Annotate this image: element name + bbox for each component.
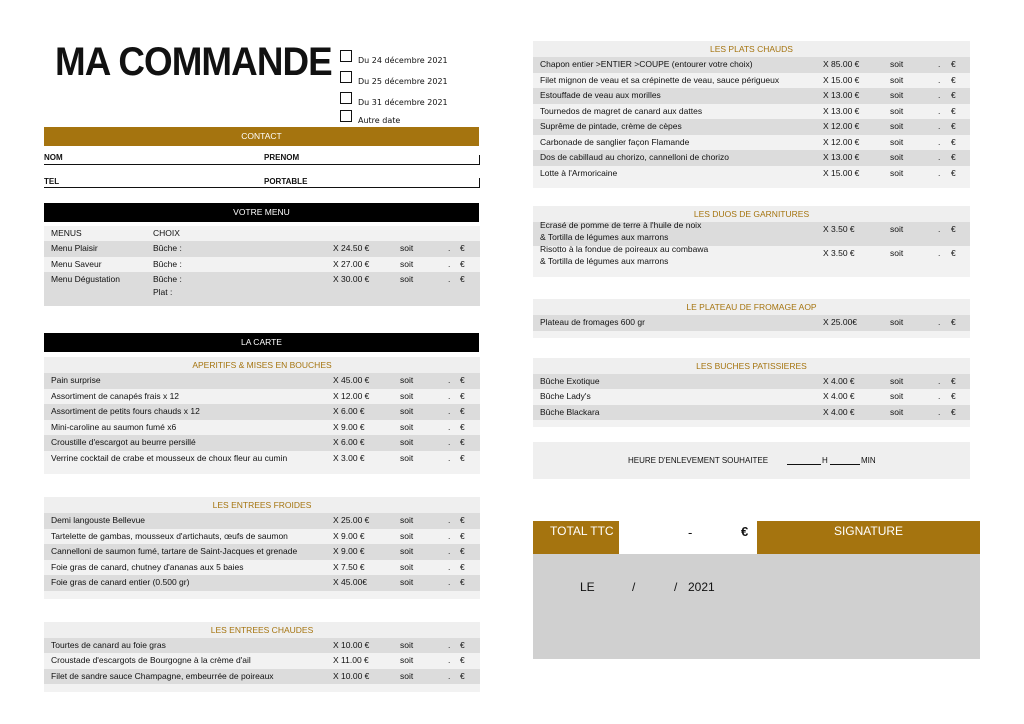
item-amount[interactable]: . (938, 375, 941, 386)
item-currency: € (951, 90, 956, 100)
tel-field-end (479, 178, 480, 187)
item-amount[interactable]: . (938, 152, 941, 162)
item-amount[interactable]: . (938, 167, 941, 178)
item-soit: soit (890, 224, 904, 234)
item-amount[interactable]: . (448, 406, 451, 416)
date-options (340, 46, 448, 125)
item-currency: € (951, 375, 956, 386)
item-currency: € (951, 167, 956, 178)
page-title: MA COMMANDE (55, 40, 332, 84)
menu-price: X 30.00 € (333, 274, 370, 284)
item-soit: soit (890, 74, 904, 85)
menu-choice: Bûche : (153, 274, 182, 284)
item-currency: € (460, 655, 465, 665)
item-amount[interactable]: . (938, 248, 941, 258)
item-amount[interactable]: . (448, 375, 451, 385)
item-soit: soit (400, 421, 414, 432)
section-title: APERITIFS & MISES EN BOUCHES (44, 357, 480, 373)
item-name: Croustade d'escargots de Bourgogne à la crème d'ail (51, 655, 251, 665)
carte-section (44, 497, 480, 599)
section-footer (533, 270, 970, 277)
menu-soit: soit (400, 274, 414, 284)
item-amount[interactable]: . (448, 655, 451, 665)
date-signed-box[interactable] (533, 554, 757, 659)
section-title: LES DUOS DE GARNITURES (533, 206, 970, 222)
item-row[interactable] (533, 374, 970, 390)
pickup-hour-field[interactable] (787, 464, 821, 465)
item-soit: soit (890, 317, 904, 327)
item-name: Carbonade de sanglier façon Flamande (540, 136, 690, 147)
item-price: X 4.00 € (823, 391, 855, 401)
nom-field-end (479, 155, 480, 164)
nom-label: NOM (44, 153, 63, 162)
item-name: Bûche Blackara (540, 406, 600, 417)
item-amount[interactable]: . (448, 561, 451, 572)
item-currency: € (951, 224, 956, 234)
item-price: X 12.00 € (823, 136, 860, 147)
item-amount[interactable]: . (448, 639, 451, 650)
item-row[interactable] (533, 88, 970, 104)
item-row[interactable] (44, 373, 480, 389)
item-name: Assortiment de petits fours chauds x 12 (51, 406, 200, 416)
nom-prenom-field[interactable] (44, 164, 480, 165)
item-row[interactable] (44, 638, 480, 654)
choix-column-header: CHOIX (153, 228, 180, 238)
item-price: X 7.50 € (333, 561, 365, 572)
total-value-box[interactable] (619, 521, 757, 554)
item-amount[interactable]: . (448, 421, 451, 432)
item-currency: € (951, 121, 956, 131)
menu-choice: Bûche : (153, 243, 182, 253)
menu-amount[interactable]: . (448, 274, 451, 284)
item-amount[interactable]: . (448, 530, 451, 541)
menu-row[interactable] (44, 272, 480, 306)
plats-section (533, 41, 970, 188)
item-amount[interactable]: . (448, 577, 451, 587)
item-name-line2: & Tortilla de légumes aux marrons (540, 232, 669, 242)
item-currency: € (460, 546, 465, 556)
item-row[interactable] (533, 135, 970, 151)
item-name: Pain surprise (51, 375, 101, 385)
item-soit: soit (890, 136, 904, 147)
date-year: 2021 (688, 580, 715, 594)
item-currency: € (460, 375, 465, 385)
item-row[interactable] (44, 513, 480, 529)
item-currency: € (951, 406, 956, 417)
item-row[interactable] (533, 389, 970, 405)
signature-label: SIGNATURE (757, 521, 980, 554)
date-slash-2: / (674, 580, 678, 594)
menu-row[interactable] (44, 257, 480, 273)
item-row[interactable] (44, 653, 480, 669)
date-label-other: Autre date (358, 116, 401, 125)
date-slash-1: / (632, 580, 636, 594)
contact-header: CONTACT (44, 127, 479, 146)
menu-choice: Bûche : (153, 258, 182, 269)
tel-portable-field[interactable] (44, 187, 480, 188)
pickup-h-label: H (822, 456, 828, 465)
item-name: Filet mignon de veau et sa crépinette de veau, sauce périgueux (540, 74, 780, 85)
item-amount[interactable]: . (448, 390, 451, 401)
section-title: LES BUCHES PATISSIERES (533, 358, 970, 374)
menu-price: X 27.00 € (333, 258, 370, 269)
item-row[interactable] (44, 404, 480, 420)
item-currency: € (460, 561, 465, 572)
section-footer (44, 684, 480, 692)
signature-box[interactable] (757, 554, 980, 659)
menu-soit: soit (400, 258, 414, 269)
item-row[interactable] (533, 166, 970, 182)
date-checkbox-25[interactable] (340, 71, 352, 83)
total-dash: - (688, 525, 693, 540)
item-soit: soit (890, 121, 904, 131)
item-name: Lotte à l'Armoricaine (540, 167, 618, 178)
date-checkbox-other[interactable] (340, 110, 352, 122)
menu-amount[interactable]: . (448, 258, 451, 269)
item-price: X 25.00€ (823, 317, 858, 327)
item-name: Plateau de fromages 600 gr (540, 317, 645, 327)
item-soit: soit (890, 105, 904, 116)
item-price: X 45.00€ (333, 577, 368, 587)
item-price: X 6.00 € (333, 437, 365, 447)
item-currency: € (951, 248, 956, 258)
item-name: Filet de sandre sauce Champagne, embeurrée de poireaux (51, 670, 274, 681)
menu-row[interactable] (44, 241, 480, 257)
item-currency: € (460, 421, 465, 432)
menu-currency: € (460, 258, 465, 269)
item-currency: € (951, 59, 956, 69)
item-currency: € (460, 515, 465, 525)
item-currency: € (460, 437, 465, 447)
carte-section (44, 622, 480, 693)
section-footer (533, 181, 970, 188)
item-price: X 6.00 € (333, 406, 365, 416)
item-row[interactable] (533, 104, 970, 120)
item-soit: soit (890, 391, 904, 401)
item-row[interactable] (533, 315, 970, 331)
item-name: Tartelette de gambas, mousseux d'artichauts, œufs de saumon (51, 530, 288, 541)
item-amount[interactable]: . (938, 74, 941, 85)
section-title: LES ENTREES CHAUDES (44, 622, 480, 638)
item-name: Estouffade de veau aux morilles (540, 90, 661, 100)
item-amount[interactable]: . (938, 391, 941, 401)
menus-column-header: MENUS (51, 228, 82, 238)
carte-header: LA CARTE (44, 333, 479, 352)
item-price: X 13.00 € (823, 152, 860, 162)
section-title: LE PLATEAU DE FROMAGE AOP (533, 299, 970, 315)
item-name: Dos de cabillaud au chorizo, cannelloni de chorizo (540, 152, 730, 162)
item-price: X 4.00 € (823, 375, 855, 386)
menu-amount[interactable]: . (448, 243, 451, 253)
right-sections (533, 41, 970, 427)
menu-soit: soit (400, 243, 414, 253)
item-currency: € (460, 639, 465, 650)
item-currency: € (460, 577, 465, 587)
item-price: X 10.00 € (333, 639, 370, 650)
menu-price: X 24.50 € (333, 243, 370, 253)
menu-currency: € (460, 243, 465, 253)
item-amount[interactable]: . (448, 670, 451, 681)
section-title: LES PLATS CHAUDS (533, 41, 970, 57)
item-price: X 13.00 € (823, 90, 860, 100)
item-name: Tournedos de magret de canard aux dattes (540, 105, 703, 116)
item-soit: soit (890, 59, 904, 69)
menu-name: Menu Plaisir (51, 243, 98, 253)
item-price: X 10.00 € (333, 670, 370, 681)
duos-section (533, 206, 970, 277)
item-soit: soit (400, 515, 414, 525)
item-soit: soit (400, 406, 414, 416)
item-name: Bûche Lady's (540, 391, 591, 401)
item-currency: € (951, 317, 956, 327)
item-currency: € (951, 152, 956, 162)
item-row[interactable] (533, 119, 970, 135)
item-price: X 12.00 € (333, 390, 370, 401)
item-name: Foie gras de canard, chutney d'ananas aux 5 baies (51, 561, 244, 572)
item-row[interactable] (44, 669, 480, 685)
item-name: Suprême de pintade, crème de cèpes (540, 121, 682, 131)
item-amount[interactable]: . (938, 90, 941, 100)
menu-name: Menu Dégustation (51, 274, 120, 284)
item-soit: soit (890, 248, 904, 258)
item-currency: € (951, 391, 956, 401)
item-row[interactable] (533, 73, 970, 89)
item-amount[interactable]: . (448, 515, 451, 525)
menu-name: Menu Saveur (51, 258, 102, 269)
item-amount[interactable]: . (938, 121, 941, 131)
carte-sections (44, 357, 480, 692)
item-row[interactable] (533, 246, 970, 270)
item-soit: soit (400, 375, 414, 385)
item-price: X 15.00 € (823, 74, 860, 85)
item-row[interactable] (533, 405, 970, 421)
item-soit: soit (890, 167, 904, 178)
item-row[interactable] (44, 544, 480, 560)
item-price: X 45.00 € (333, 375, 370, 385)
item-price: X 12.00 € (823, 121, 860, 131)
item-row[interactable] (44, 529, 480, 545)
buches-section (533, 358, 970, 428)
item-soit: soit (400, 639, 414, 650)
section-footer (44, 591, 480, 599)
item-row[interactable] (44, 420, 480, 436)
item-soit: soit (890, 406, 904, 417)
total-label-box (533, 521, 619, 554)
date-label-31: Du 31 décembre 2021 (358, 98, 448, 107)
item-price: X 9.00 € (333, 421, 365, 432)
item-price: X 9.00 € (333, 530, 365, 541)
item-name-line2: & Tortilla de légumes aux marrons (540, 256, 669, 266)
item-amount[interactable]: . (448, 546, 451, 556)
item-row[interactable] (533, 150, 970, 166)
pickup-min-label: MIN (861, 456, 876, 465)
item-price: X 3.50 € (823, 248, 855, 258)
item-price: X 85.00 € (823, 59, 860, 69)
item-row[interactable] (44, 575, 480, 591)
item-soit: soit (400, 577, 414, 587)
item-currency: € (460, 530, 465, 541)
item-name: Mini-caroline au saumon fumé x6 (51, 421, 177, 432)
item-amount[interactable]: . (938, 105, 941, 116)
menu-currency: € (460, 274, 465, 284)
item-soit: soit (400, 561, 414, 572)
item-name: Demi langouste Bellevue (51, 515, 146, 525)
item-soit: soit (400, 655, 414, 665)
item-soit: soit (890, 90, 904, 100)
item-soit: soit (890, 375, 904, 386)
section-footer (44, 466, 480, 474)
item-name: Cannelloni de saumon fumé, tartare de Saint-Jacques et grenade (51, 546, 298, 556)
item-name: Tourtes de canard au foie gras (51, 639, 166, 650)
total-label: TOTAL TTC (550, 524, 614, 538)
tel-label: TEL (44, 177, 60, 186)
item-price: X 4.00 € (823, 406, 855, 417)
item-amount[interactable]: . (938, 317, 941, 327)
le-label: LE (580, 580, 595, 594)
portable-label: PORTABLE (264, 177, 308, 186)
item-amount[interactable]: . (938, 224, 941, 234)
item-currency: € (951, 105, 956, 116)
item-soit: soit (400, 530, 414, 541)
item-soit: soit (400, 546, 414, 556)
item-currency: € (951, 74, 956, 85)
item-soit: soit (890, 152, 904, 162)
item-price: X 3.00 € (333, 452, 365, 463)
item-row[interactable] (44, 560, 480, 576)
item-row[interactable] (44, 389, 480, 405)
item-soit: soit (400, 437, 414, 447)
pickup-min-field[interactable] (830, 464, 860, 465)
prenom-label: PRENOM (264, 153, 300, 162)
item-currency: € (460, 390, 465, 401)
pickup-time-box (533, 442, 970, 479)
carte-section (44, 357, 480, 474)
section-footer (533, 331, 970, 338)
item-name: Assortiment de canapés frais x 12 (51, 390, 180, 401)
item-name: Ecrasé de pomme de terre à l'huile de noix (540, 220, 702, 230)
date-label-25: Du 25 décembre 2021 (358, 77, 448, 86)
item-name: Chapon entier >ENTIER >COUPE (entourer votre choix) (540, 59, 753, 69)
pickup-time-label: HEURE D'ENLEVEMENT SOUHAITEE (628, 456, 769, 465)
item-name: Foie gras de canard entier (0.500 gr) (51, 577, 190, 587)
item-soit: soit (400, 670, 414, 681)
item-currency: € (460, 406, 465, 416)
total-currency: € (741, 524, 749, 539)
item-price: X 3.50 € (823, 224, 855, 234)
item-price: X 13.00 € (823, 105, 860, 116)
item-row[interactable] (533, 57, 970, 73)
menu-choice-plat: Plat : (153, 287, 173, 297)
date-checkbox-31[interactable] (340, 92, 352, 104)
item-amount[interactable]: . (448, 437, 451, 447)
item-price: X 15.00 € (823, 167, 860, 178)
item-soit: soit (400, 390, 414, 401)
section-title: LES ENTREES FROIDES (44, 497, 480, 513)
item-currency: € (460, 452, 465, 463)
menu-header: VOTRE MENU (44, 203, 479, 222)
item-row[interactable] (44, 435, 480, 451)
section-footer (533, 420, 970, 427)
item-amount[interactable]: . (448, 452, 451, 463)
item-amount[interactable]: . (938, 136, 941, 147)
menu-table (44, 226, 480, 306)
item-price: X 25.00 € (333, 515, 370, 525)
item-soit: soit (400, 452, 414, 463)
item-price: X 11.00 € (333, 655, 369, 665)
item-amount[interactable]: . (938, 59, 941, 69)
item-row[interactable] (44, 451, 480, 467)
item-amount[interactable]: . (938, 406, 941, 417)
item-name: Risotto à la fondue de poireaux au combawa (540, 244, 709, 254)
item-name: Croustille d'escargot au beurre persillé (51, 437, 196, 447)
date-checkbox-24[interactable] (340, 50, 352, 62)
item-name: Verrine cocktail de crabe et mousseux de choux fleur au cumin (51, 452, 288, 463)
fromage-section (533, 299, 970, 338)
item-currency: € (951, 136, 956, 147)
item-price: X 9.00 € (333, 546, 365, 556)
item-currency: € (460, 670, 465, 681)
item-name: Bûche Exotique (540, 375, 600, 386)
date-label-24: Du 24 décembre 2021 (358, 56, 448, 65)
